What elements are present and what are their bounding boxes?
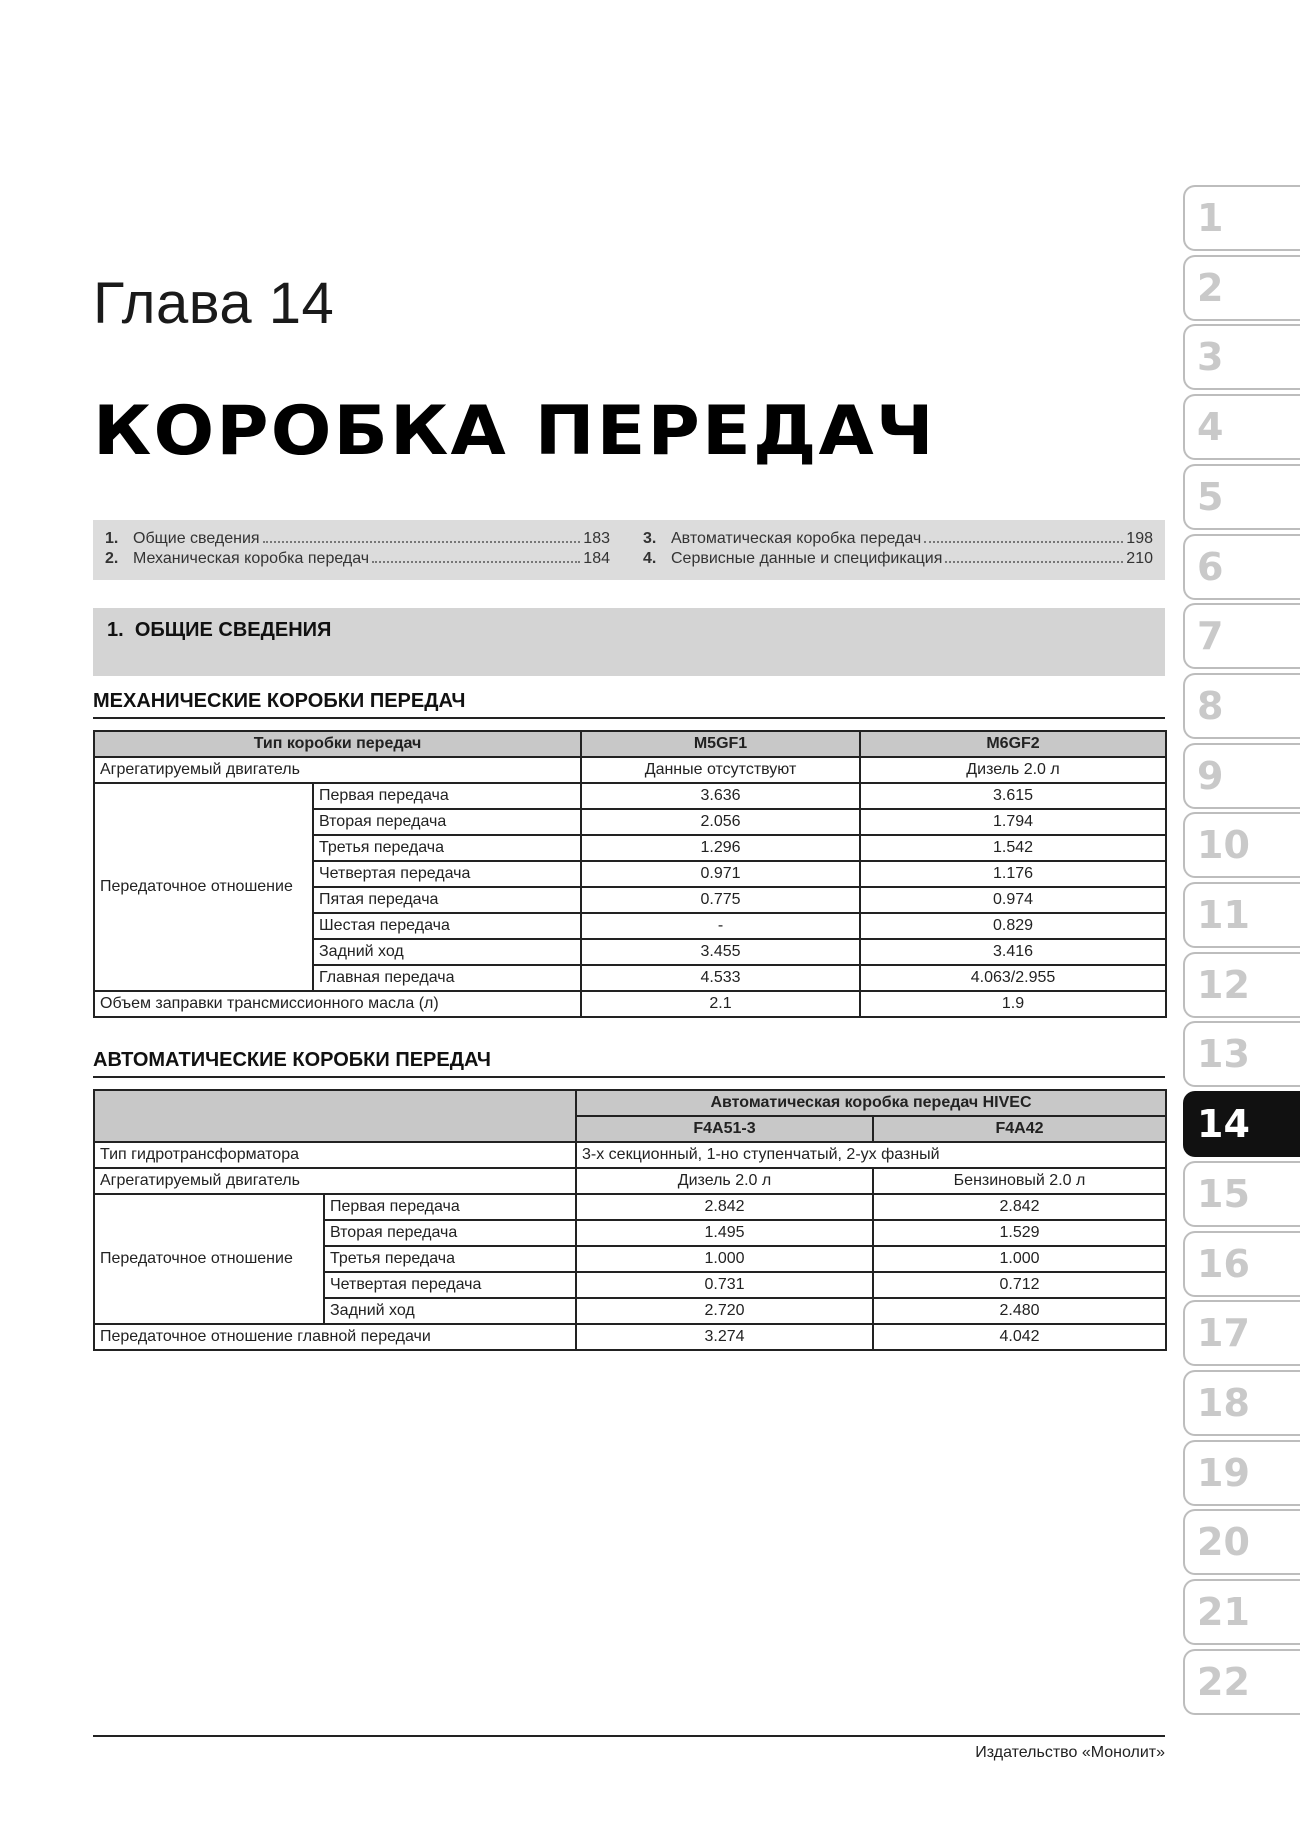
table-row: Задний ход 2.720 2.480 [94,1298,1166,1324]
table-of-contents [93,520,1165,580]
chapter-tab-2[interactable]: 2 [1183,255,1300,321]
toc-item[interactable]: 1. Общие сведения 183 [105,530,610,547]
chapter-tab-15[interactable]: 15 [1183,1161,1300,1227]
chapter-title: КОРОБКА ПЕРЕДАЧ [93,392,936,471]
table-row: Четвертая передача 0.731 0.712 [94,1272,1166,1298]
table-row: Третья передача 1.000 1.000 [94,1246,1166,1272]
toc-item[interactable]: 2. Механическая коробка передач 184 [105,550,610,567]
chapter-tab-1[interactable]: 1 [1183,185,1300,251]
chapter-tab-16[interactable]: 16 [1183,1231,1300,1297]
table-row: Главная передача 4.533 4.063/2.955 [94,965,1166,991]
chapter-tab-14[interactable]: 14 [1183,1091,1300,1157]
chapter-tab-21[interactable]: 21 [1183,1579,1300,1645]
table-row: Тип коробки передач M5GF1 M6GF2 [94,731,1166,757]
chapter-tab-13[interactable]: 13 [1183,1021,1300,1087]
chapter-tab-8[interactable]: 8 [1183,673,1300,739]
toc-item[interactable]: 3. Автоматическая коробка передач 198 [643,530,1153,547]
manual-spec-table [93,730,1167,1018]
table-row: Передаточное отношение Первая передача 2.842 2.842 [94,1194,1166,1220]
auto-heading: АВТОМАТИЧЕСКИЕ КОРОБКИ ПЕРЕДАЧ [93,1049,1165,1078]
chapter-tab-11[interactable]: 11 [1183,882,1300,948]
chapter-tab-10[interactable]: 10 [1183,812,1300,878]
section-heading: 1. ОБЩИЕ СВЕДЕНИЯ [93,608,1165,676]
table-row: Задний ход 3.455 3.416 [94,939,1166,965]
table-row: Вторая передача 2.056 1.794 [94,809,1166,835]
table-row: Шестая передача - 0.829 [94,913,1166,939]
chapter-tab-20[interactable]: 20 [1183,1509,1300,1575]
chapter-tab-19[interactable]: 19 [1183,1440,1300,1506]
table-row: Пятая передача 0.775 0.974 [94,887,1166,913]
chapter-tab-22[interactable]: 22 [1183,1649,1300,1715]
table-row: Агрегатируемый двигатель Дизель 2.0 л Бензиновый 2.0 л [94,1168,1166,1194]
table-row: Четвертая передача 0.971 1.176 [94,861,1166,887]
chapter-tab-18[interactable]: 18 [1183,1370,1300,1436]
footer-divider [93,1735,1165,1737]
chapter-tab-9[interactable]: 9 [1183,743,1300,809]
chapter-tab-5[interactable]: 5 [1183,464,1300,530]
table-row: Автоматическая коробка передач HIVEC [94,1090,1166,1116]
chapter-tab-17[interactable]: 17 [1183,1300,1300,1366]
chapter-label: Глава 14 [93,271,335,336]
table-row: Передаточное отношение главной передачи 3.274 4.042 [94,1324,1166,1350]
table-row: Тип гидротрансформатора 3-х секционный, 1-но ступенчатый, 2-ух фазный [94,1142,1166,1168]
table-row: Объем заправки трансмиссионного масла (л) 2.1 1.9 [94,991,1166,1017]
manual-heading: МЕХАНИЧЕСКИЕ КОРОБКИ ПЕРЕДАЧ [93,690,1165,719]
toc-item[interactable]: 4. Сервисные данные и спецификация 210 [643,550,1153,567]
chapter-tab-12[interactable]: 12 [1183,952,1300,1018]
chapter-tab-3[interactable]: 3 [1183,324,1300,390]
footer-publisher: Издательство «Монолит» [975,1744,1165,1761]
table-row: Передаточное отношение Первая передача 3.636 3.615 [94,783,1166,809]
table-row: F4A51-3 F4A42 [94,1116,1166,1142]
chapter-tab-4[interactable]: 4 [1183,394,1300,460]
table-row: Вторая передача 1.495 1.529 [94,1220,1166,1246]
chapter-tab-6[interactable]: 6 [1183,534,1300,600]
table-row: Третья передача 1.296 1.542 [94,835,1166,861]
table-row: Агрегатируемый двигатель Данные отсутствуют Дизель 2.0 л [94,757,1166,783]
chapter-tab-7[interactable]: 7 [1183,603,1300,669]
auto-spec-table [93,1089,1167,1351]
